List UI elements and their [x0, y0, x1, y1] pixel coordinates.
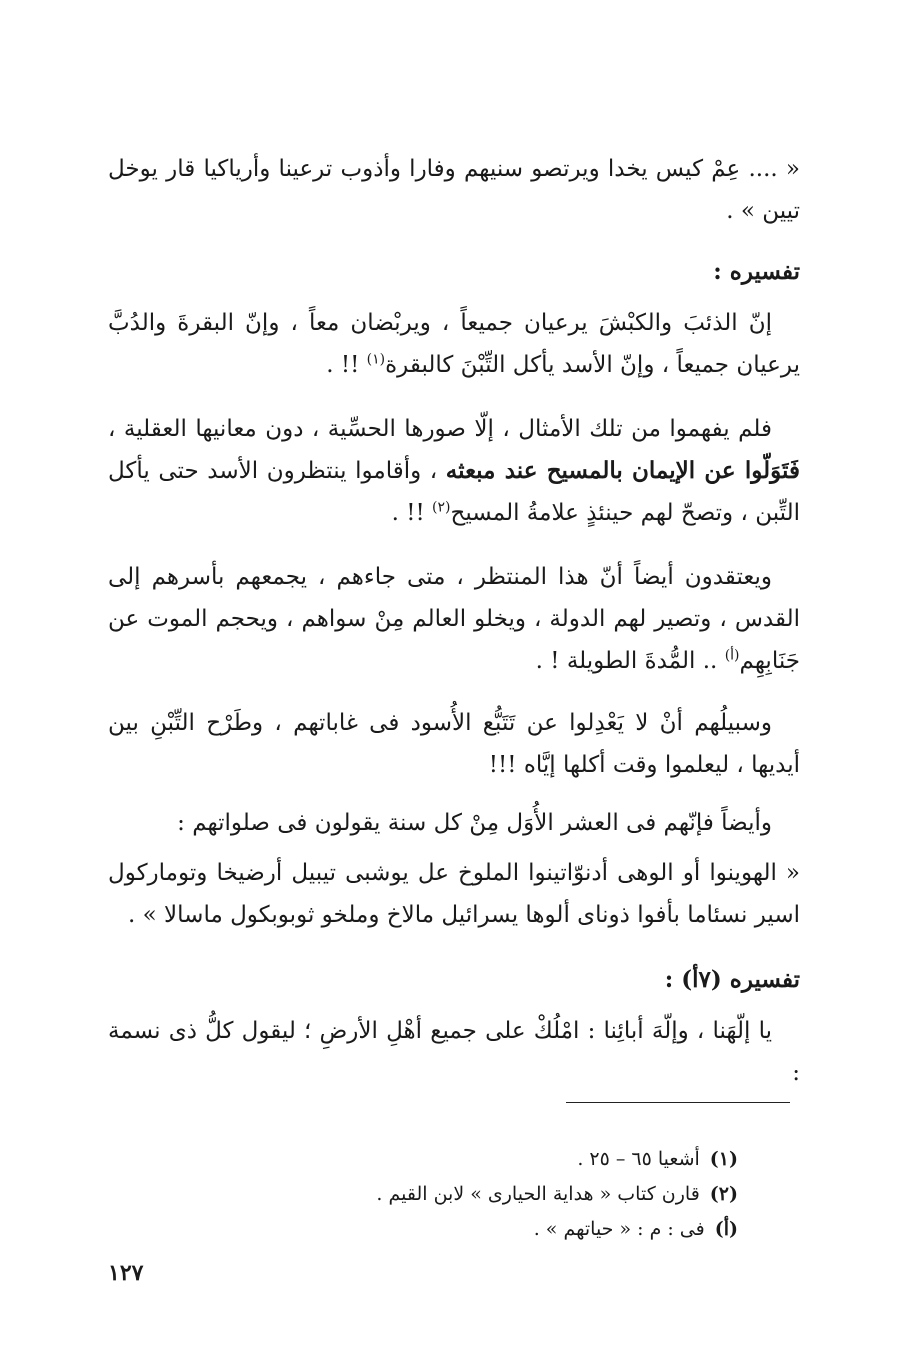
section-heading-1: تفسيره : — [713, 258, 800, 285]
section-heading-2: تفسيره (٧أ) : — [664, 966, 800, 993]
footnote-1 — [376, 1142, 738, 1177]
quote-paragraph-1 — [108, 148, 800, 232]
quote-paragraph-2 — [108, 852, 800, 936]
paragraph-text: ، وأقاموا ينتظرون الأسد حتى يأكل التِّبن ، وتصحّ لهم حينئذٍ علامةُ المسيح — [108, 458, 800, 526]
footnote-number: (١) — [709, 1148, 738, 1170]
transliteration-text: « الهوينوا أو الوهى أدنوّاتينوا الملوخ عل يوشبى تيبيل أرضيخا وتوماركول اسير نسئاما بأفوا ذوناى ألوها يسرائيل مالاخ وملخو ثوبوبكول ماسالا » . — [108, 860, 800, 928]
paragraph-belief — [108, 556, 800, 682]
footnote-ref: (أ) — [724, 647, 740, 664]
paragraph-lions — [108, 702, 800, 786]
paragraph-prayers-intro — [108, 802, 800, 844]
footnote-text: فى : م : « حياتهم » . — [533, 1218, 705, 1240]
footnote-number: (٢) — [709, 1183, 738, 1205]
footnotes — [376, 1142, 738, 1247]
footnote-2 — [376, 1177, 738, 1212]
transliteration-text: « .... عِمْ كيس يخدا ويرتصو سنيهم وفارا وأذوب ترعينا وأرياكيا قار يوخل تيين » . — [108, 156, 800, 224]
footnote-text: قارن كتاب « هداية الحيارى » لابن القيم . — [376, 1183, 700, 1205]
footnote-ref: (٢) — [432, 499, 451, 516]
footnote-divider — [566, 1102, 790, 1103]
footnote-number: (أ) — [714, 1218, 738, 1240]
paragraph-text: .. المُّدةَ الطويلة ! . — [535, 648, 725, 674]
paragraph-text: وأيضاً فإنّهم فى العشر الأُوَل مِنْ كل سنة يقولون فى صلواتهم : — [177, 810, 772, 836]
footnote-text: أشعيا ٦٥ – ٢٥ . — [577, 1148, 700, 1170]
paragraph-misunderstanding — [108, 408, 800, 534]
paragraph-text: وسبيلُهم أنْ لا يَعْدِلوا عن تَتَبُّع الأُسود فى غاباتهم ، وطَرْح التِّبْنِ بين أيديها ، ليعلموا وقت أكلها إيَّاه !!! — [108, 710, 800, 778]
footnote-ref: (١) — [366, 351, 386, 368]
paragraph-text: !! . — [326, 352, 367, 378]
page-number: ١٢٧ — [108, 1260, 144, 1286]
interpretation-paragraph-1 — [108, 302, 800, 386]
paragraph-text: إنّ الذئبَ والكبْشَ يرعيان جميعاً ، ويربْضان معاً ، وإنّ البقرةَ والدُبَّ يرعيان جميعاً ، وإنّ الأسد يأكل التِّبْنَ كالبقرة — [108, 310, 800, 378]
footnote-3 — [376, 1212, 738, 1247]
paragraph-text: يا إلّهَنا ، وإلّهَ أبائِنا : امْلُكْ على جميع أهْلِ الأرضِ ؛ ليقول كلُّ ذى نسمة : — [108, 1018, 800, 1086]
interpretation-paragraph-2 — [108, 1010, 800, 1094]
paragraph-text: !! . — [391, 500, 433, 526]
paragraph-text: فلم يفهموا من تلك الأمثال ، إلّا صورها الحسِّية ، دون معانيها العقلية ، — [108, 416, 772, 442]
emphasized-text: فَتَوَلّوا عن الإيمان بالمسيح عند مبعثه — [445, 457, 800, 484]
paragraph-text: ويعتقدون أيضاً أنّ هذا المنتظر ، متى جاءهم ، يجمعهم بأسرهم إلى القدس ، وتصير لهم الدولة ، ويخلو العالم مِنْ سواهم ، ويحجم الموت عن جَنَابِهِم — [108, 564, 800, 674]
